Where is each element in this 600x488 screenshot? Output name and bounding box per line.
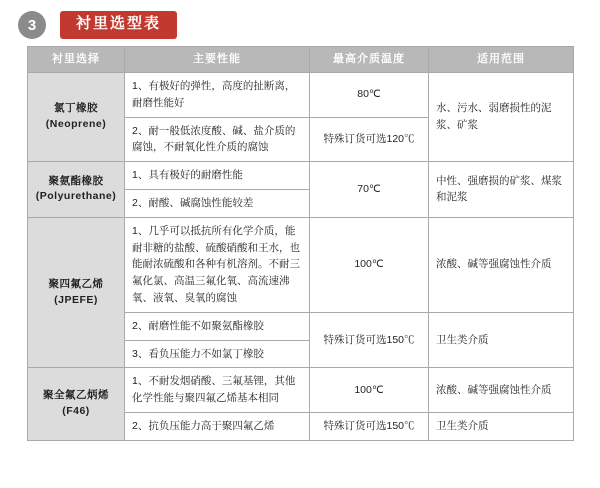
- material-name-cn: 聚氨酯橡胶: [48, 174, 104, 187]
- page-title: 衬里选型表: [60, 11, 177, 39]
- temperature-cell: 80℃: [310, 73, 429, 118]
- material-cell-f46: [28, 368, 125, 440]
- lining-selection-table: [27, 46, 574, 441]
- performance-cell: 3、看负压能力不如氯丁橡胶: [125, 340, 310, 368]
- material-name-cn: 聚全氟乙炳烯: [43, 389, 109, 402]
- spec-table-container: [0, 40, 600, 441]
- material-name-en: (JPEFE): [54, 293, 98, 306]
- material-name-en: (F46): [62, 405, 90, 418]
- material-name-en: (Neoprene): [45, 118, 107, 131]
- page-header: [0, 0, 600, 40]
- material-cell-ptfe: [28, 217, 125, 368]
- temperature-cell: 特殊订货可选150℃: [310, 312, 429, 368]
- performance-cell: 2、抗负压能力高于聚四氟乙烯: [125, 412, 310, 440]
- table-body: [28, 73, 574, 441]
- scope-cell: 中性、强磨损的矿浆、煤浆和泥浆: [429, 162, 574, 218]
- performance-cell: 1、几乎可以抵抗所有化学介质，能耐非糖的盐酸、硫酸硝酸和王水，也能耐浓硫酸和各种有机溶剂。不耐三氟化氯、高温三氟化氧、高流速沸氧、液氧、臭氧的腐蚀: [125, 217, 310, 312]
- scope-cell: 水、污水、弱磨损性的泥浆、矿浆: [429, 73, 574, 162]
- material-name-cn: 聚四氟乙烯: [48, 277, 104, 290]
- temperature-cell: 70℃: [310, 162, 429, 218]
- temperature-cell: 100℃: [310, 217, 429, 312]
- table-row: [28, 368, 574, 413]
- column-header-performance: 主要性能: [125, 47, 310, 73]
- scope-cell: 浓酸、碱等强腐蚀性介质: [429, 217, 574, 312]
- column-header-max-temperature: 最高介质温度: [310, 47, 429, 73]
- table-row: [28, 217, 574, 312]
- performance-cell: 2、耐磨性能不如聚氨酯橡胶: [125, 312, 310, 340]
- step-number-badge: 3: [18, 11, 46, 39]
- table-header-row: [28, 47, 574, 73]
- scope-cell: 浓酸、碱等强腐蚀性介质: [429, 368, 574, 413]
- temperature-cell: 特殊订货可选120℃: [310, 117, 429, 162]
- performance-cell: 1、有极好的弹性，高度的扯断离，耐磨性能好: [125, 73, 310, 118]
- performance-cell: 2、耐一般低浓度酸、碱、盐介质的腐蚀，不耐氧化性介质的腐蚀: [125, 117, 310, 162]
- temperature-cell: 100℃: [310, 368, 429, 413]
- temperature-cell: 特殊订货可选150℃: [310, 412, 429, 440]
- scope-cell: 卫生类介质: [429, 412, 574, 440]
- performance-cell: 1、不耐发烟硝酸、三氟基锂，其他化学性能与聚四氟乙烯基本相同: [125, 368, 310, 413]
- table-header: [28, 47, 574, 73]
- table-row: [28, 73, 574, 118]
- column-header-scope: 适用范围: [429, 47, 574, 73]
- material-cell-polyurethane: [28, 162, 125, 218]
- performance-cell: 2、耐酸、碱腐蚀性能较差: [125, 189, 310, 217]
- material-cell-neoprene: [28, 73, 125, 162]
- material-name-cn: 氯丁橡胶: [54, 102, 98, 115]
- column-header-material: 衬里选择: [28, 47, 125, 73]
- table-row: [28, 162, 574, 190]
- material-name-en: (Polyurethane): [35, 190, 117, 203]
- scope-cell: 卫生类介质: [429, 312, 574, 368]
- performance-cell: 1、具有极好的耐磨性能: [125, 162, 310, 190]
